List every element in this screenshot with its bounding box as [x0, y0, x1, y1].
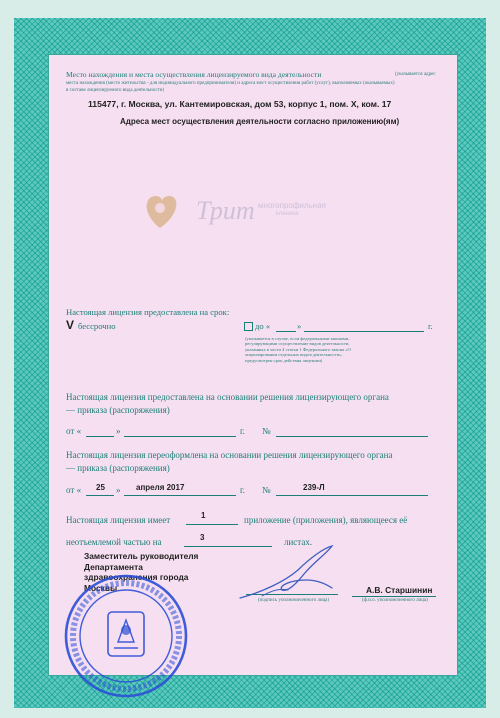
location-note-3: в составе лицензируемого вида деятельности)	[66, 88, 165, 93]
until-quote-close: »	[297, 321, 302, 331]
term-label: Настоящая лицензия предоставлена на срок:	[66, 307, 230, 317]
until-day-line	[276, 331, 296, 332]
reissue-number: 239-Л	[303, 483, 325, 492]
appendix-text-4: листах.	[284, 537, 313, 547]
appendix-sheets: 3	[200, 533, 205, 542]
until-checkbox	[244, 322, 253, 331]
license-address: 115477, г. Москва, ул. Кантемировская, дом 53, корпус 1, пом. X, ком. 17	[88, 99, 392, 109]
location-note-2: места нахождения (место жительства - для индивидуального предпринимателя) и адреса мест осуществления работ (услуг), выполняемых (оказываемых)	[66, 81, 395, 86]
name-caption: (ф.и.о. уполномоченного лица)	[362, 598, 428, 603]
addresses-appendix-note: Адреса мест осуществления деятельности согласно приложению(ям)	[120, 117, 400, 126]
location-heading: Место нахождения и места осуществления лицензируемого вида деятельности	[66, 70, 322, 79]
reissue-month-line	[124, 495, 236, 496]
basis-month-line	[124, 436, 236, 437]
basis-number-line	[276, 436, 428, 437]
until-year-suffix: г.	[428, 321, 433, 331]
signatory-name: А.В. Старшинин	[366, 585, 433, 595]
clinic-logo-text: Трит	[196, 196, 255, 225]
reissue-text-1: Настоящая лицензия переоформлена на основании решения лицензирующего органа	[66, 450, 393, 460]
indefinite-label: бессрочно	[78, 321, 116, 331]
handwritten-signature	[232, 540, 342, 610]
reissue-year-suffix: г.	[240, 485, 245, 495]
reissue-month-year: апреля 2017	[136, 483, 185, 492]
reissue-from-label: от «	[66, 485, 82, 495]
reissue-number-label: №	[262, 485, 271, 495]
basis-day-line	[86, 436, 114, 437]
until-label: до «	[255, 321, 271, 331]
basis-year-suffix: г.	[240, 426, 245, 436]
until-month-line	[304, 331, 424, 332]
signatory-position: Заместитель руководителя Департамента здравоохранения города Москвы	[84, 551, 199, 593]
clinic-logo-sub2: клиника	[276, 211, 299, 217]
basis-text-2: — приказа (распоряжения)	[66, 405, 170, 415]
indefinite-check-mark: V	[66, 318, 75, 332]
signature-caption: (подпись уполномоченного лица)	[258, 598, 330, 603]
appendix-text-1: Настоящая лицензия имеет	[66, 515, 171, 525]
official-stamp-seal	[62, 572, 190, 700]
clinic-logo-sub1: многопрофильная	[258, 201, 326, 210]
basis-quote-close: »	[116, 426, 121, 436]
basis-number-label: №	[262, 426, 271, 436]
basis-from-label: от «	[66, 426, 82, 436]
term-note: (указывается в случае, если федеральными законами, регулирующими осуществление видов деятельности, указанных в части 4 статьи 1 Федерального закона «О лицензировании отдельных видов деятельности», предусмотрен срок действия лицензии)	[245, 336, 351, 363]
name-line	[352, 596, 436, 597]
appendix-count: 1	[201, 511, 206, 520]
reissue-day: 25	[96, 483, 105, 492]
reissue-quote-close: »	[116, 485, 121, 495]
reissue-day-line	[86, 495, 114, 496]
appendix-text-3: неотъемлемой частью на	[66, 537, 162, 547]
reissue-number-line	[276, 495, 428, 496]
appendix-count-line	[186, 524, 238, 525]
reissue-text-2: — приказа (распоряжения)	[66, 463, 170, 473]
appendix-text-2: приложение (приложения), являющееся её	[244, 515, 408, 525]
basis-text-1: Настоящая лицензия предоставлена на основании решения лицензирующего органа	[66, 392, 389, 402]
location-note-1: (указывается адрес	[395, 72, 436, 77]
